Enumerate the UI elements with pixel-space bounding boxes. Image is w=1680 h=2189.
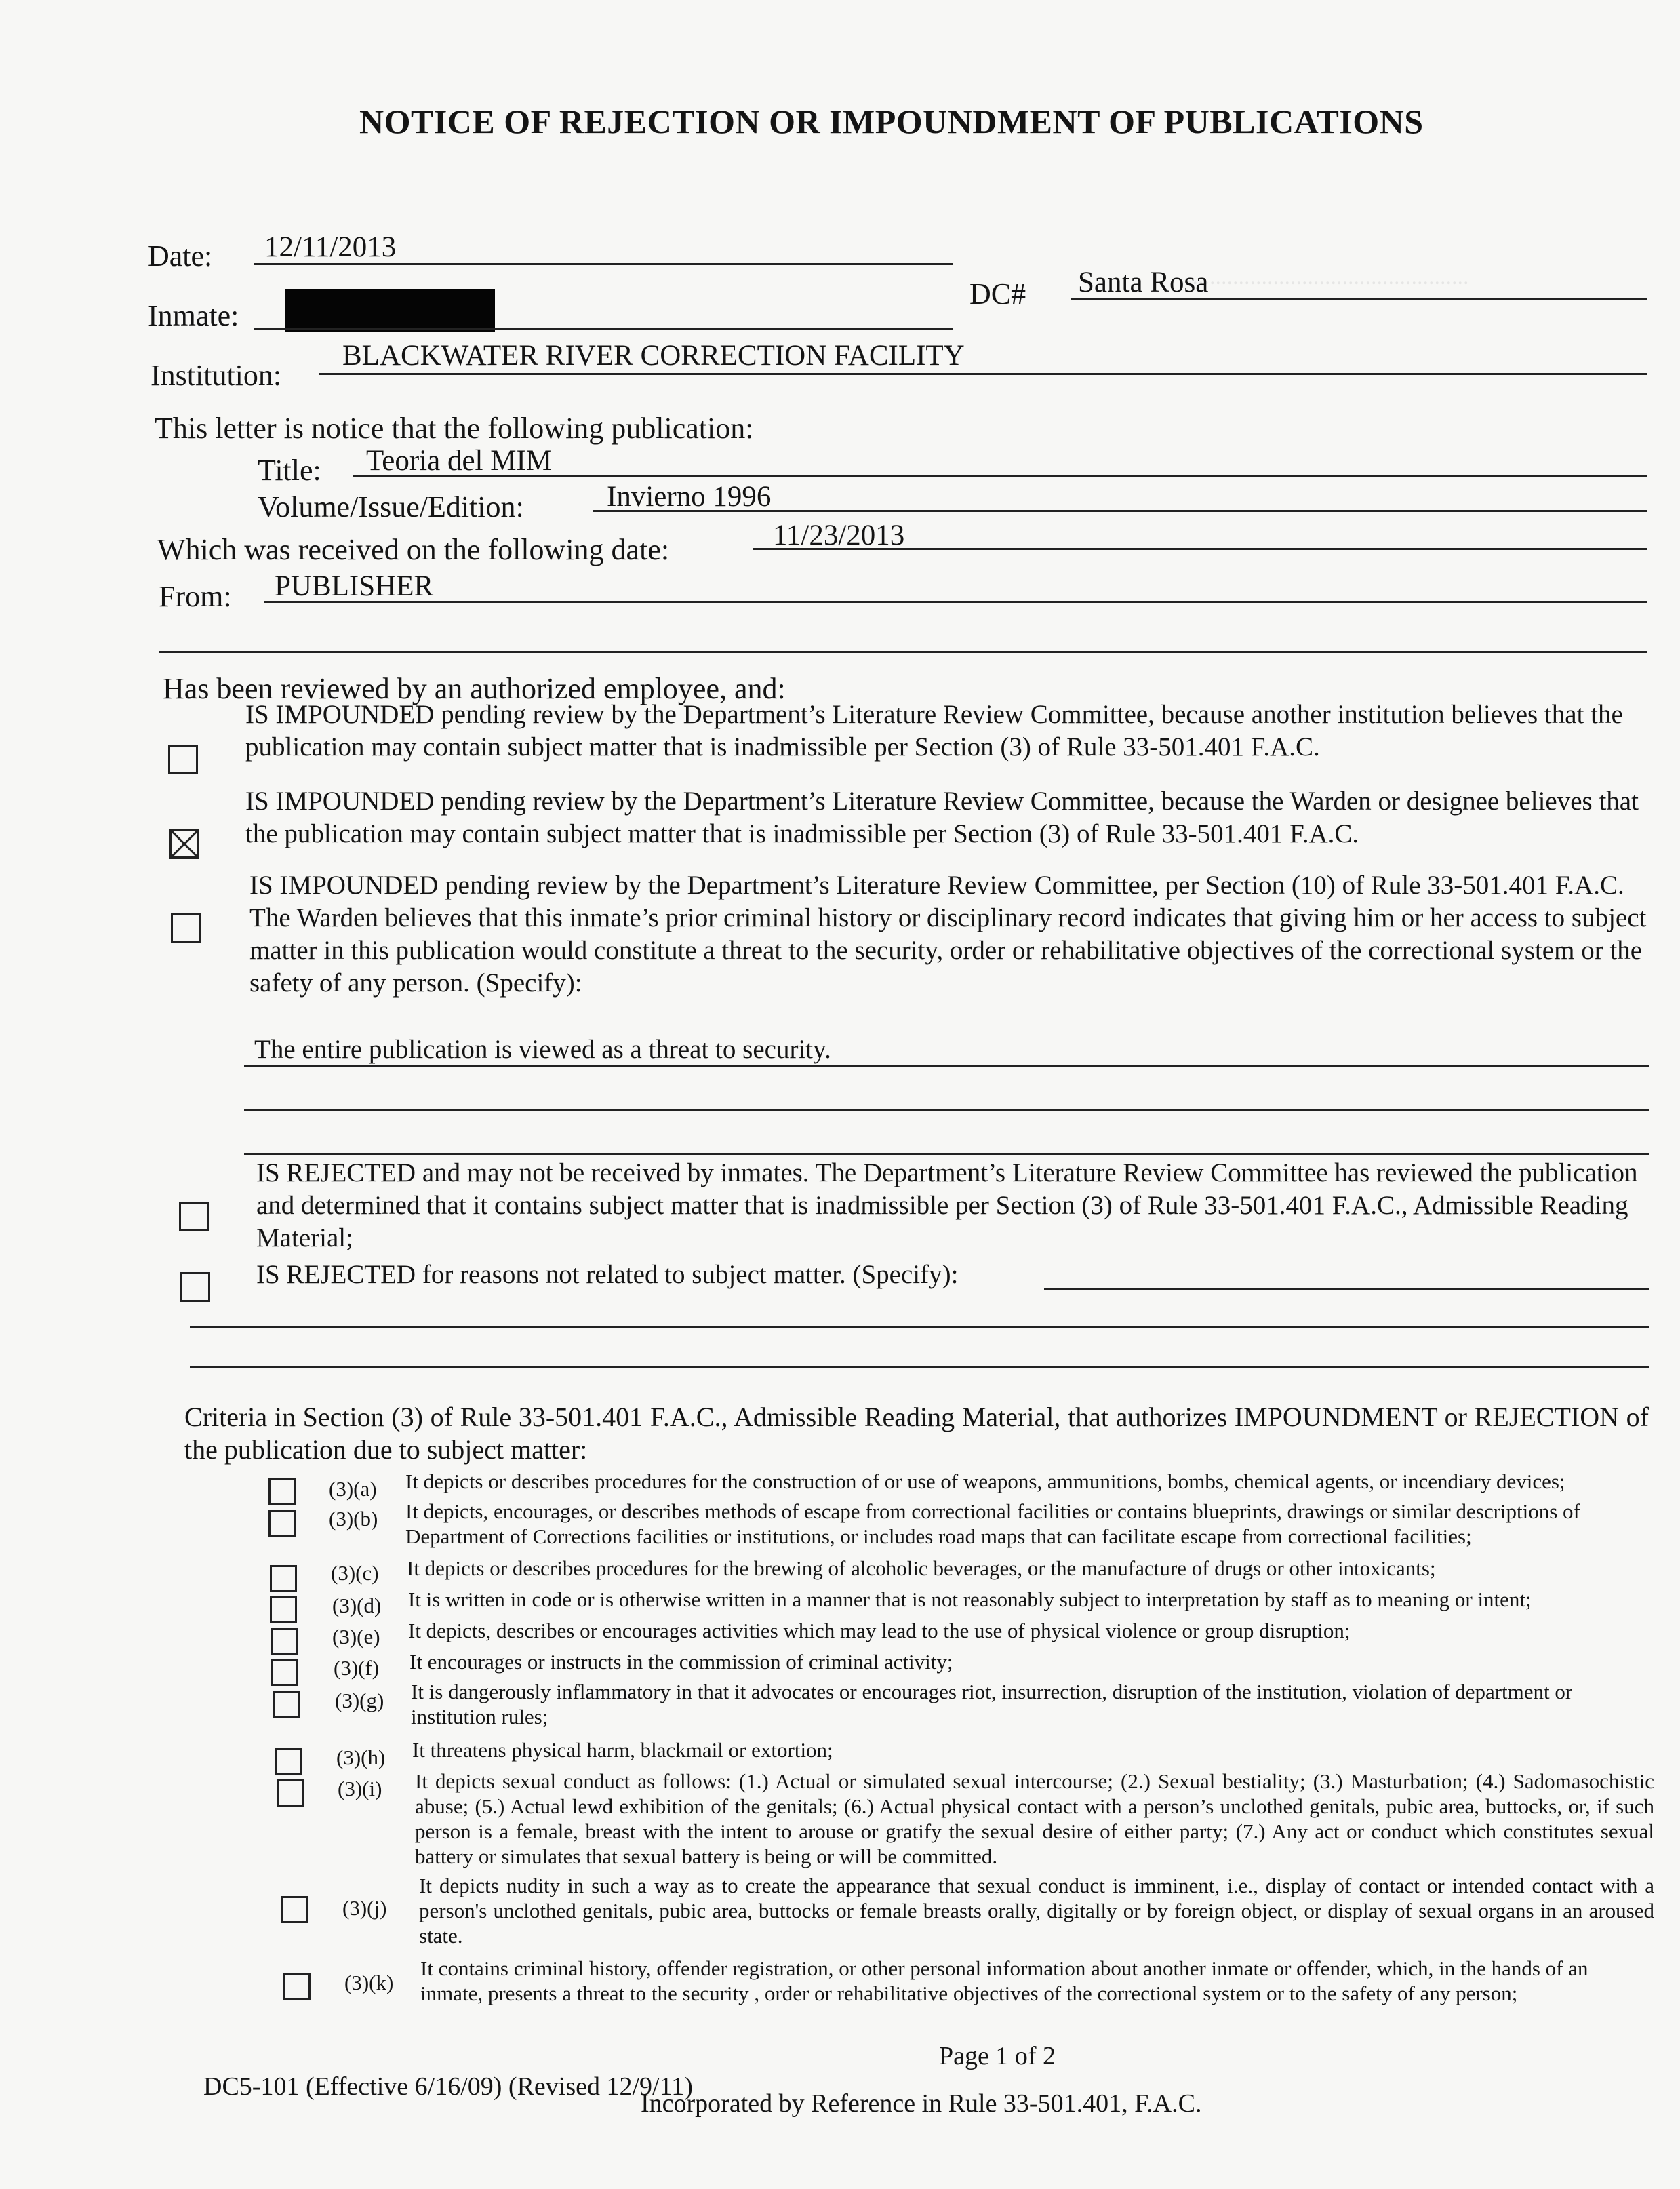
reason-underline-1	[1044, 1288, 1649, 1290]
criteria-text-3h: It threatens physical harm, blackmail or extortion;	[412, 1738, 833, 1762]
received-label: Which was received on the following date:	[157, 533, 670, 566]
criteria-intro: Criteria in Section (3) of Rule 33-501.401 F.A.C., Admissible Reading Material, that authorizes IMPOUNDMENT or REJECTION of the publication due to subject matter:	[184, 1402, 1649, 1465]
dc-label: DC#	[969, 277, 1026, 311]
criteria-checkbox-3f[interactable]	[271, 1659, 298, 1686]
criteria-code-3a: (3)(a)	[329, 1477, 377, 1501]
criteria-code-3g: (3)(g)	[335, 1689, 384, 1712]
option-text-5: IS REJECTED for reasons not related to subject matter. (Specify):	[256, 1260, 959, 1289]
criteria-code-3b: (3)(b)	[329, 1507, 378, 1531]
document-title: NOTICE OF REJECTION OR IMPOUNDMENT OF PUBLICATIONS	[359, 102, 1424, 140]
reason-underline-2	[190, 1326, 1649, 1328]
criteria-code-3j: (3)(j)	[342, 1896, 387, 1920]
criteria-checkbox-3g[interactable]	[273, 1691, 300, 1718]
criteria-text-3b: It depicts, encourages, or describes methods of escape from correctional facilities or contains blueprints, drawings or similar descriptions of Department of Corrections facilities or institutions, or includes road maps that can facilitate escape from correctional facilities;	[405, 1499, 1580, 1548]
criteria-text-3i: It depicts sexual conduct as follows: (1.) Actual or simulated sexual intercourse; (2.) Sexual bestiality; (3.) Masturbation; (4.) Sadomasochistic abuse; (5.) Actual lewd exhibition of the genitals; (6.) Actual physical contact with a person’s unclothed genitals, pubic area, buttocks, or, if such person is a female, breast with the intent to arouse or gratify the sexual desire of either party; (7.) Any act or conduct which constitutes sexual battery or simulates that sexual battery is being or will be committed.	[415, 1769, 1654, 1868]
option-text-1: IS IMPOUNDED pending review by the Department’s Literature Review Committee, because another institution believes that the publication may contain subject matter that is inadmissible per Section (3) of Rule 33-501.401 F.A.C.	[245, 700, 1623, 762]
form-id: DC5-101 (Effective 6/16/09) (Revised 12/9/11)	[203, 2072, 693, 2101]
bleed-through-text: .................................................	[1186, 264, 1469, 290]
criteria-checkbox-3d[interactable]	[270, 1596, 297, 1623]
reason-underline-3	[190, 1366, 1649, 1368]
criteria-text-3e: It depicts, describes or encourages activities which may lead to the use of physical violence or group disruption;	[408, 1619, 1351, 1642]
option-checkbox-4[interactable]	[179, 1202, 209, 1231]
criteria-checkbox-3k[interactable]	[283, 1973, 311, 2000]
criteria-text-3a: It depicts or describes procedures for the construction of or use of weapons, ammunitions, bombs, chemical agents, or incendiary devices;	[405, 1470, 1565, 1493]
dc-underline	[1071, 298, 1647, 300]
criteria-code-3c: (3)(c)	[331, 1561, 379, 1585]
date-value[interactable]: 12/11/2013	[264, 231, 397, 263]
from-value[interactable]: PUBLISHER	[275, 570, 434, 602]
criteria-checkbox-3c[interactable]	[270, 1565, 297, 1592]
inmate-label: Inmate:	[148, 299, 239, 332]
from-underline-2	[159, 651, 1647, 653]
volume-value[interactable]: Invierno 1996	[607, 481, 772, 513]
option-text-3: IS IMPOUNDED pending review by the Department’s Literature Review Committee, per Section (10) of Rule 33-501.401 F.A.C. The Warden believes that this inmate’s prior criminal history or disciplinary record indicates that giving him or her access to subject matter in this publication would constitute a threat to the security, order or rehabilitative objectives of the correctional system or the safety of any person. (Specify):	[249, 871, 1647, 998]
criteria-code-3i: (3)(i)	[338, 1777, 382, 1800]
option-checkbox-3[interactable]	[171, 913, 201, 943]
criteria-checkbox-3b[interactable]	[268, 1510, 296, 1537]
option-checkbox-5[interactable]	[180, 1272, 210, 1302]
date-label: Date:	[148, 239, 213, 273]
institution-underline	[319, 373, 1647, 375]
volume-label: Volume/Issue/Edition:	[258, 490, 524, 524]
criteria-text-3j: It depicts nudity in such a way as to create the appearance that sexual conduct is imminent, i.e., display of contact or intended contact with a person's unclothed genitals, pubic area, buttocks or female breasts orally, digitally or by foreign object, or display of sexual organs in an aroused state.	[419, 1874, 1654, 1948]
option-checkbox-2[interactable]	[169, 829, 199, 859]
criteria-code-3k: (3)(k)	[344, 1971, 394, 1994]
criteria-text-3f: It encourages or instructs in the commission of criminal activity;	[409, 1650, 953, 1674]
specify-underline-3	[244, 1153, 1649, 1155]
dc-value[interactable]: Santa Rosa	[1078, 267, 1209, 298]
incorporated-by-reference: Incorporated by Reference in Rule 33-501.401, F.A.C.	[641, 2089, 1202, 2118]
volume-underline	[593, 510, 1647, 512]
date-underline	[254, 263, 953, 265]
received-underline	[753, 548, 1647, 550]
specify-underline-1	[244, 1065, 1649, 1067]
specify-underline-2	[244, 1109, 1649, 1111]
criteria-checkbox-3j[interactable]	[281, 1896, 308, 1923]
pub-title-value[interactable]: Teoria del MIM	[366, 445, 553, 477]
redacted-inmate-name	[285, 289, 495, 332]
criteria-text-3c: It depicts or describes procedures for the brewing of alcoholic beverages, or the manufacture of drugs or other intoxicants;	[407, 1556, 1436, 1580]
option-text-2: IS IMPOUNDED pending review by the Department’s Literature Review Committee, because the Warden or designee believes that the publication may contain subject matter that is inadmissible per Section (3) of Rule 33-501.401 F.A.C.	[245, 787, 1639, 848]
criteria-checkbox-3e[interactable]	[271, 1628, 298, 1655]
option-text-4: IS REJECTED and may not be received by inmates. The Department’s Literature Review Committee has reviewed the publication and determined that it contains subject matter that is inadmissible per Section (3) of Rule 33-501.401 F.A.C., Admissible Reading Material;	[256, 1158, 1638, 1253]
criteria-checkbox-3a[interactable]	[268, 1478, 296, 1505]
criteria-code-3h: (3)(h)	[336, 1746, 386, 1769]
from-underline	[264, 601, 1647, 603]
criteria-checkbox-3i[interactable]	[277, 1779, 304, 1807]
publication-intro: This letter is notice that the following publication:	[155, 412, 754, 445]
criteria-checkbox-3h[interactable]	[275, 1748, 302, 1775]
criteria-code-3e: (3)(e)	[332, 1625, 380, 1649]
institution-value[interactable]: BLACKWATER RIVER CORRECTION FACILITY	[342, 340, 965, 372]
inmate-underline	[254, 328, 953, 330]
page-number: Page 1 of 2	[939, 2042, 1056, 2070]
criteria-text-3g: It is dangerously inflammatory in that it advocates or encourages riot, insurrection, disruption of the institution, violation of department or institution rules;	[411, 1680, 1573, 1729]
criteria-code-3f: (3)(f)	[334, 1656, 380, 1680]
specify-value[interactable]: The entire publication is viewed as a threat to security.	[254, 1035, 831, 1064]
option-checkbox-1[interactable]	[168, 745, 198, 774]
pub-title-underline	[353, 475, 1647, 477]
from-label: From:	[159, 580, 232, 613]
institution-label: Institution:	[151, 359, 282, 392]
review-intro: Has been reviewed by an authorized employee, and:	[163, 672, 786, 705]
received-value[interactable]: 11/23/2013	[773, 519, 905, 551]
criteria-text-3k: It contains criminal history, offender registration, or other personal information about another inmate or offender, which, in the hands of an inmate, presents a threat to the security , order or rehabilitative objectives of the correctional system or to the safety of any person;	[420, 1956, 1588, 2005]
criteria-code-3d: (3)(d)	[332, 1594, 382, 1617]
pub-title-label: Title:	[258, 454, 321, 487]
criteria-text-3d: It is written in code or is otherwise written in a manner that is not reasonably subject to interpretation by staff as to meaning or intent;	[408, 1587, 1532, 1611]
